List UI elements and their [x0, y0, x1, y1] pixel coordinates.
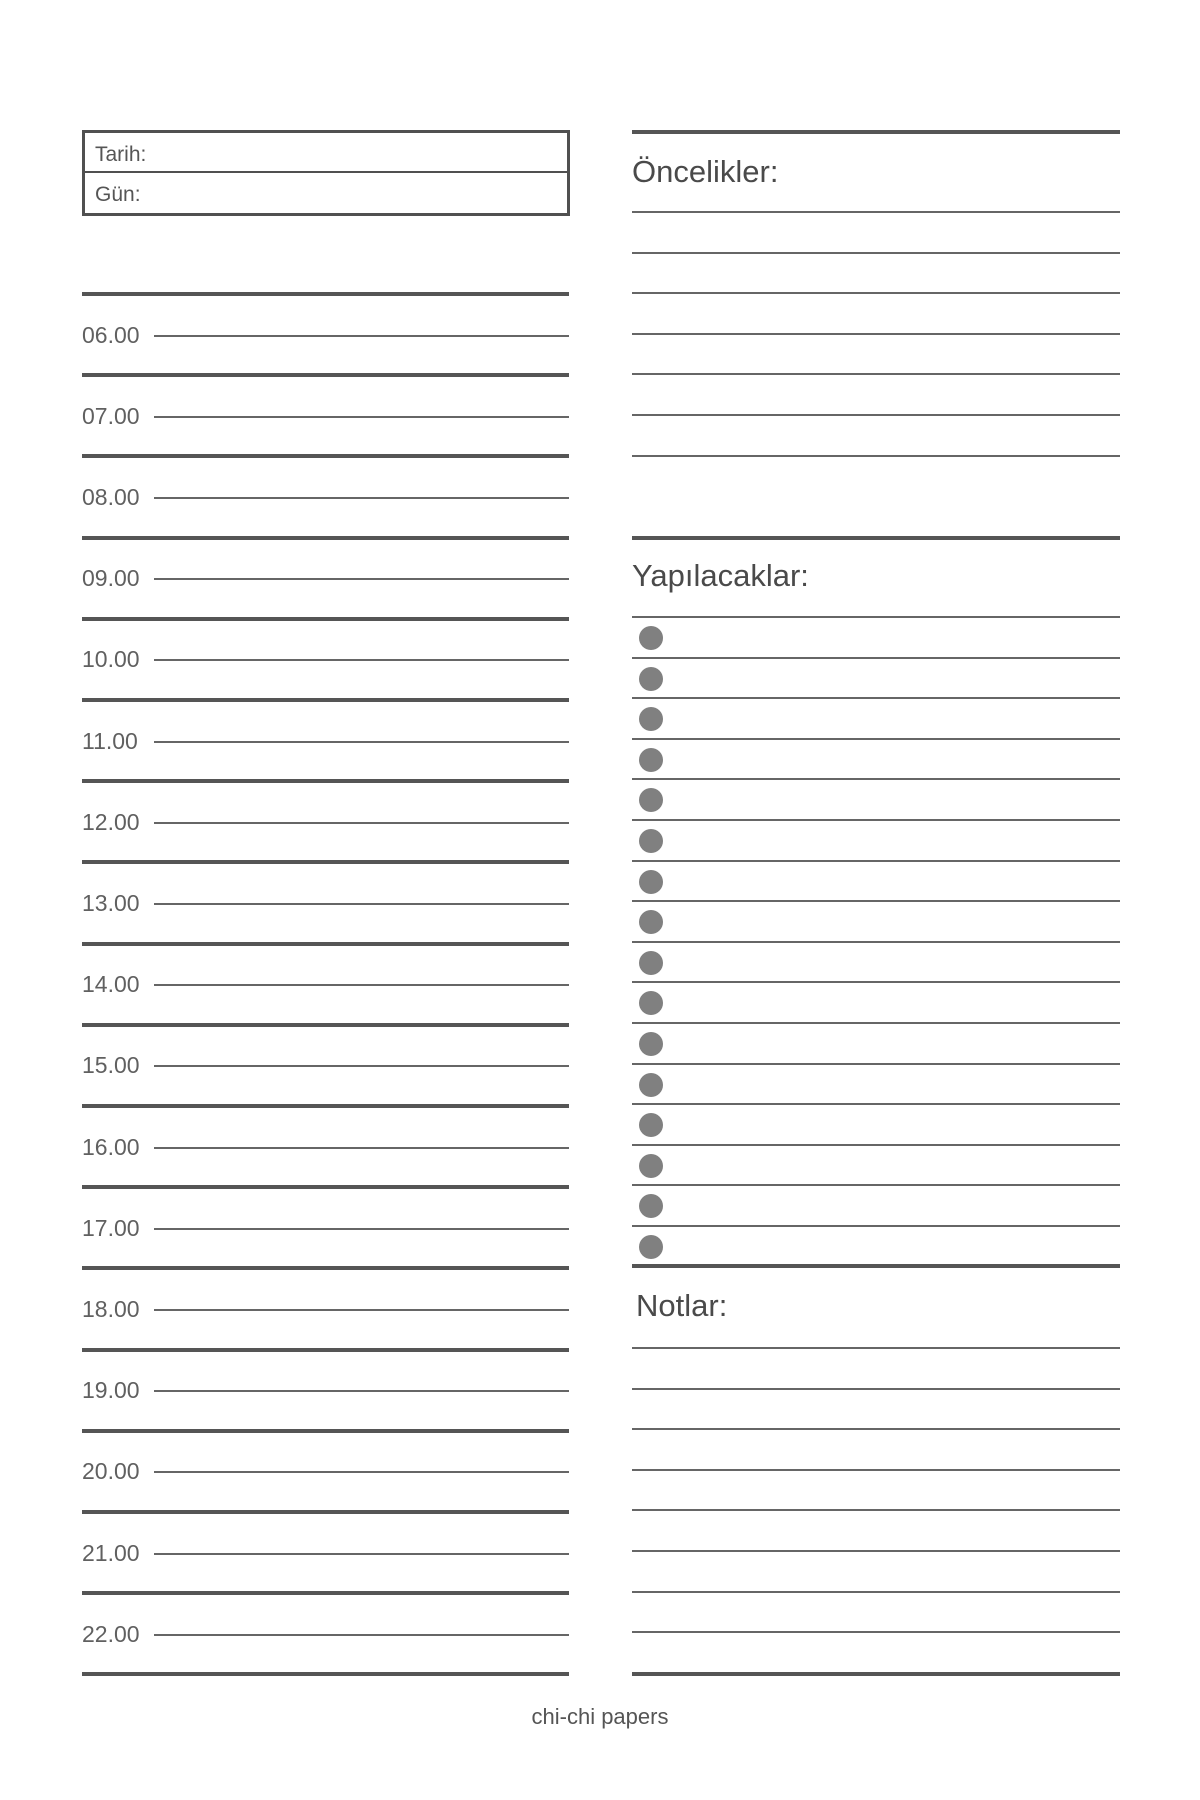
- hour-separator: [82, 1104, 569, 1108]
- note-line: [632, 1591, 1120, 1593]
- hour-separator: [82, 1023, 569, 1027]
- todo-line: [632, 778, 1120, 780]
- priority-line: [632, 211, 1120, 213]
- hour-writing-line: [154, 659, 569, 661]
- hour-separator: [82, 1348, 569, 1352]
- hour-writing-line: [154, 1147, 569, 1149]
- note-line: [632, 1347, 1120, 1349]
- hour-writing-line: [154, 1634, 569, 1636]
- note-line: [632, 1388, 1120, 1390]
- hour-separator: [82, 1429, 569, 1433]
- note-line: [632, 1550, 1120, 1552]
- todo-bullet-icon: [639, 1073, 663, 1097]
- todo-line: [632, 1103, 1120, 1105]
- hour-separator: [82, 536, 569, 540]
- hour-separator: [82, 1266, 569, 1270]
- todo-bottom-rule: [632, 1264, 1120, 1268]
- hour-separator: [82, 454, 569, 458]
- hour-writing-line: [154, 1309, 569, 1311]
- todo-bullet-icon: [639, 1235, 663, 1259]
- hour-label: 13.00: [82, 890, 140, 916]
- priority-line: [632, 252, 1120, 254]
- todo-bullet-icon: [639, 870, 663, 894]
- todo-line: [632, 819, 1120, 821]
- hour-label: 06.00: [82, 321, 140, 348]
- priority-line: [632, 455, 1120, 457]
- hour-label: 18.00: [82, 1296, 140, 1322]
- hour-label: 22.00: [82, 1620, 140, 1647]
- hour-separator: [82, 779, 569, 783]
- brand-footer: chi-chi papers: [531, 1704, 669, 1729]
- date-label: Tarih:: [95, 143, 147, 166]
- hour-writing-line: [154, 416, 569, 418]
- notes-bottom-rule: [632, 1672, 1120, 1676]
- todo-line: [632, 900, 1120, 902]
- hour-separator: [82, 292, 569, 296]
- todo-line: [632, 697, 1120, 699]
- hour-writing-line: [154, 1228, 569, 1230]
- hour-separator: [82, 1591, 569, 1595]
- todo-bullet-icon: [639, 788, 663, 812]
- hour-writing-line: [154, 1553, 569, 1555]
- hour-writing-line: [154, 1471, 569, 1473]
- hour-label: 15.00: [82, 1052, 140, 1079]
- hour-label: 14.00: [82, 971, 140, 998]
- hour-label: 17.00: [82, 1214, 140, 1241]
- priority-line: [632, 414, 1120, 416]
- note-line: [632, 1509, 1120, 1511]
- hour-label: 10.00: [82, 646, 140, 673]
- todo-bullet-icon: [639, 1194, 663, 1218]
- notes-title: Notlar:: [636, 1288, 728, 1323]
- hour-separator: [82, 860, 569, 864]
- hour-separator: [82, 698, 569, 702]
- todo-bullet-icon: [639, 707, 663, 731]
- hour-separator: [82, 942, 569, 946]
- todo-line: [632, 1063, 1120, 1065]
- todo-bullet-icon: [639, 748, 663, 772]
- todo-bullet-icon: [639, 1113, 663, 1137]
- todo-bullet-icon: [639, 829, 663, 853]
- hour-writing-line: [154, 741, 569, 743]
- todo-line: [632, 616, 1120, 618]
- note-line: [632, 1469, 1120, 1471]
- hour-label: 16.00: [82, 1133, 140, 1160]
- hour-label: 21.00: [82, 1539, 140, 1566]
- todo-bullet-icon: [639, 991, 663, 1015]
- todo-line: [632, 1022, 1120, 1024]
- hour-writing-line: [154, 1390, 569, 1392]
- hour-writing-line: [154, 903, 569, 905]
- todo-line: [632, 1184, 1120, 1186]
- todo-bullet-icon: [639, 667, 663, 691]
- hour-label: 08.00: [82, 484, 140, 510]
- hour-writing-line: [154, 822, 569, 824]
- todo-bullet-icon: [639, 1032, 663, 1056]
- priorities-bottom-rule: [632, 536, 1120, 540]
- todo-line: [632, 1144, 1120, 1146]
- hour-writing-line: [154, 984, 569, 986]
- todo-bullet-icon: [639, 1154, 663, 1178]
- hour-separator: [82, 1185, 569, 1189]
- hour-label: 12.00: [82, 808, 140, 835]
- todo-bullet-icon: [639, 910, 663, 934]
- hour-separator: [82, 1672, 569, 1676]
- todo-line: [632, 941, 1120, 943]
- todo-bullet-icon: [639, 626, 663, 650]
- hour-writing-line: [154, 578, 569, 580]
- todo-line: [632, 860, 1120, 862]
- note-line: [632, 1631, 1120, 1633]
- priorities-top-rule: [632, 130, 1120, 134]
- hour-label: 07.00: [82, 402, 140, 429]
- hour-separator: [82, 617, 569, 621]
- date-box-divider: [85, 171, 567, 173]
- priorities-title: Öncelikler:: [632, 154, 779, 189]
- priority-line: [632, 333, 1120, 335]
- todo-line: [632, 738, 1120, 740]
- todo-line: [632, 1225, 1120, 1227]
- todo-title: Yapılacaklar:: [632, 558, 809, 593]
- hour-label: 11.00: [82, 727, 138, 754]
- hour-separator: [82, 1510, 569, 1514]
- todo-line: [632, 657, 1120, 659]
- hour-label: 19.00: [82, 1377, 140, 1404]
- todo-bullet-icon: [639, 951, 663, 975]
- priority-line: [632, 292, 1120, 294]
- hour-separator: [82, 373, 569, 377]
- hour-writing-line: [154, 497, 569, 499]
- todo-line: [632, 981, 1120, 983]
- priority-line: [632, 373, 1120, 375]
- day-label: Gün:: [95, 183, 141, 206]
- date-box: [82, 130, 570, 216]
- hour-label: 20.00: [82, 1458, 140, 1485]
- hour-writing-line: [154, 1065, 569, 1067]
- hour-writing-line: [154, 335, 569, 337]
- hour-label: 09.00: [82, 565, 140, 592]
- note-line: [632, 1428, 1120, 1430]
